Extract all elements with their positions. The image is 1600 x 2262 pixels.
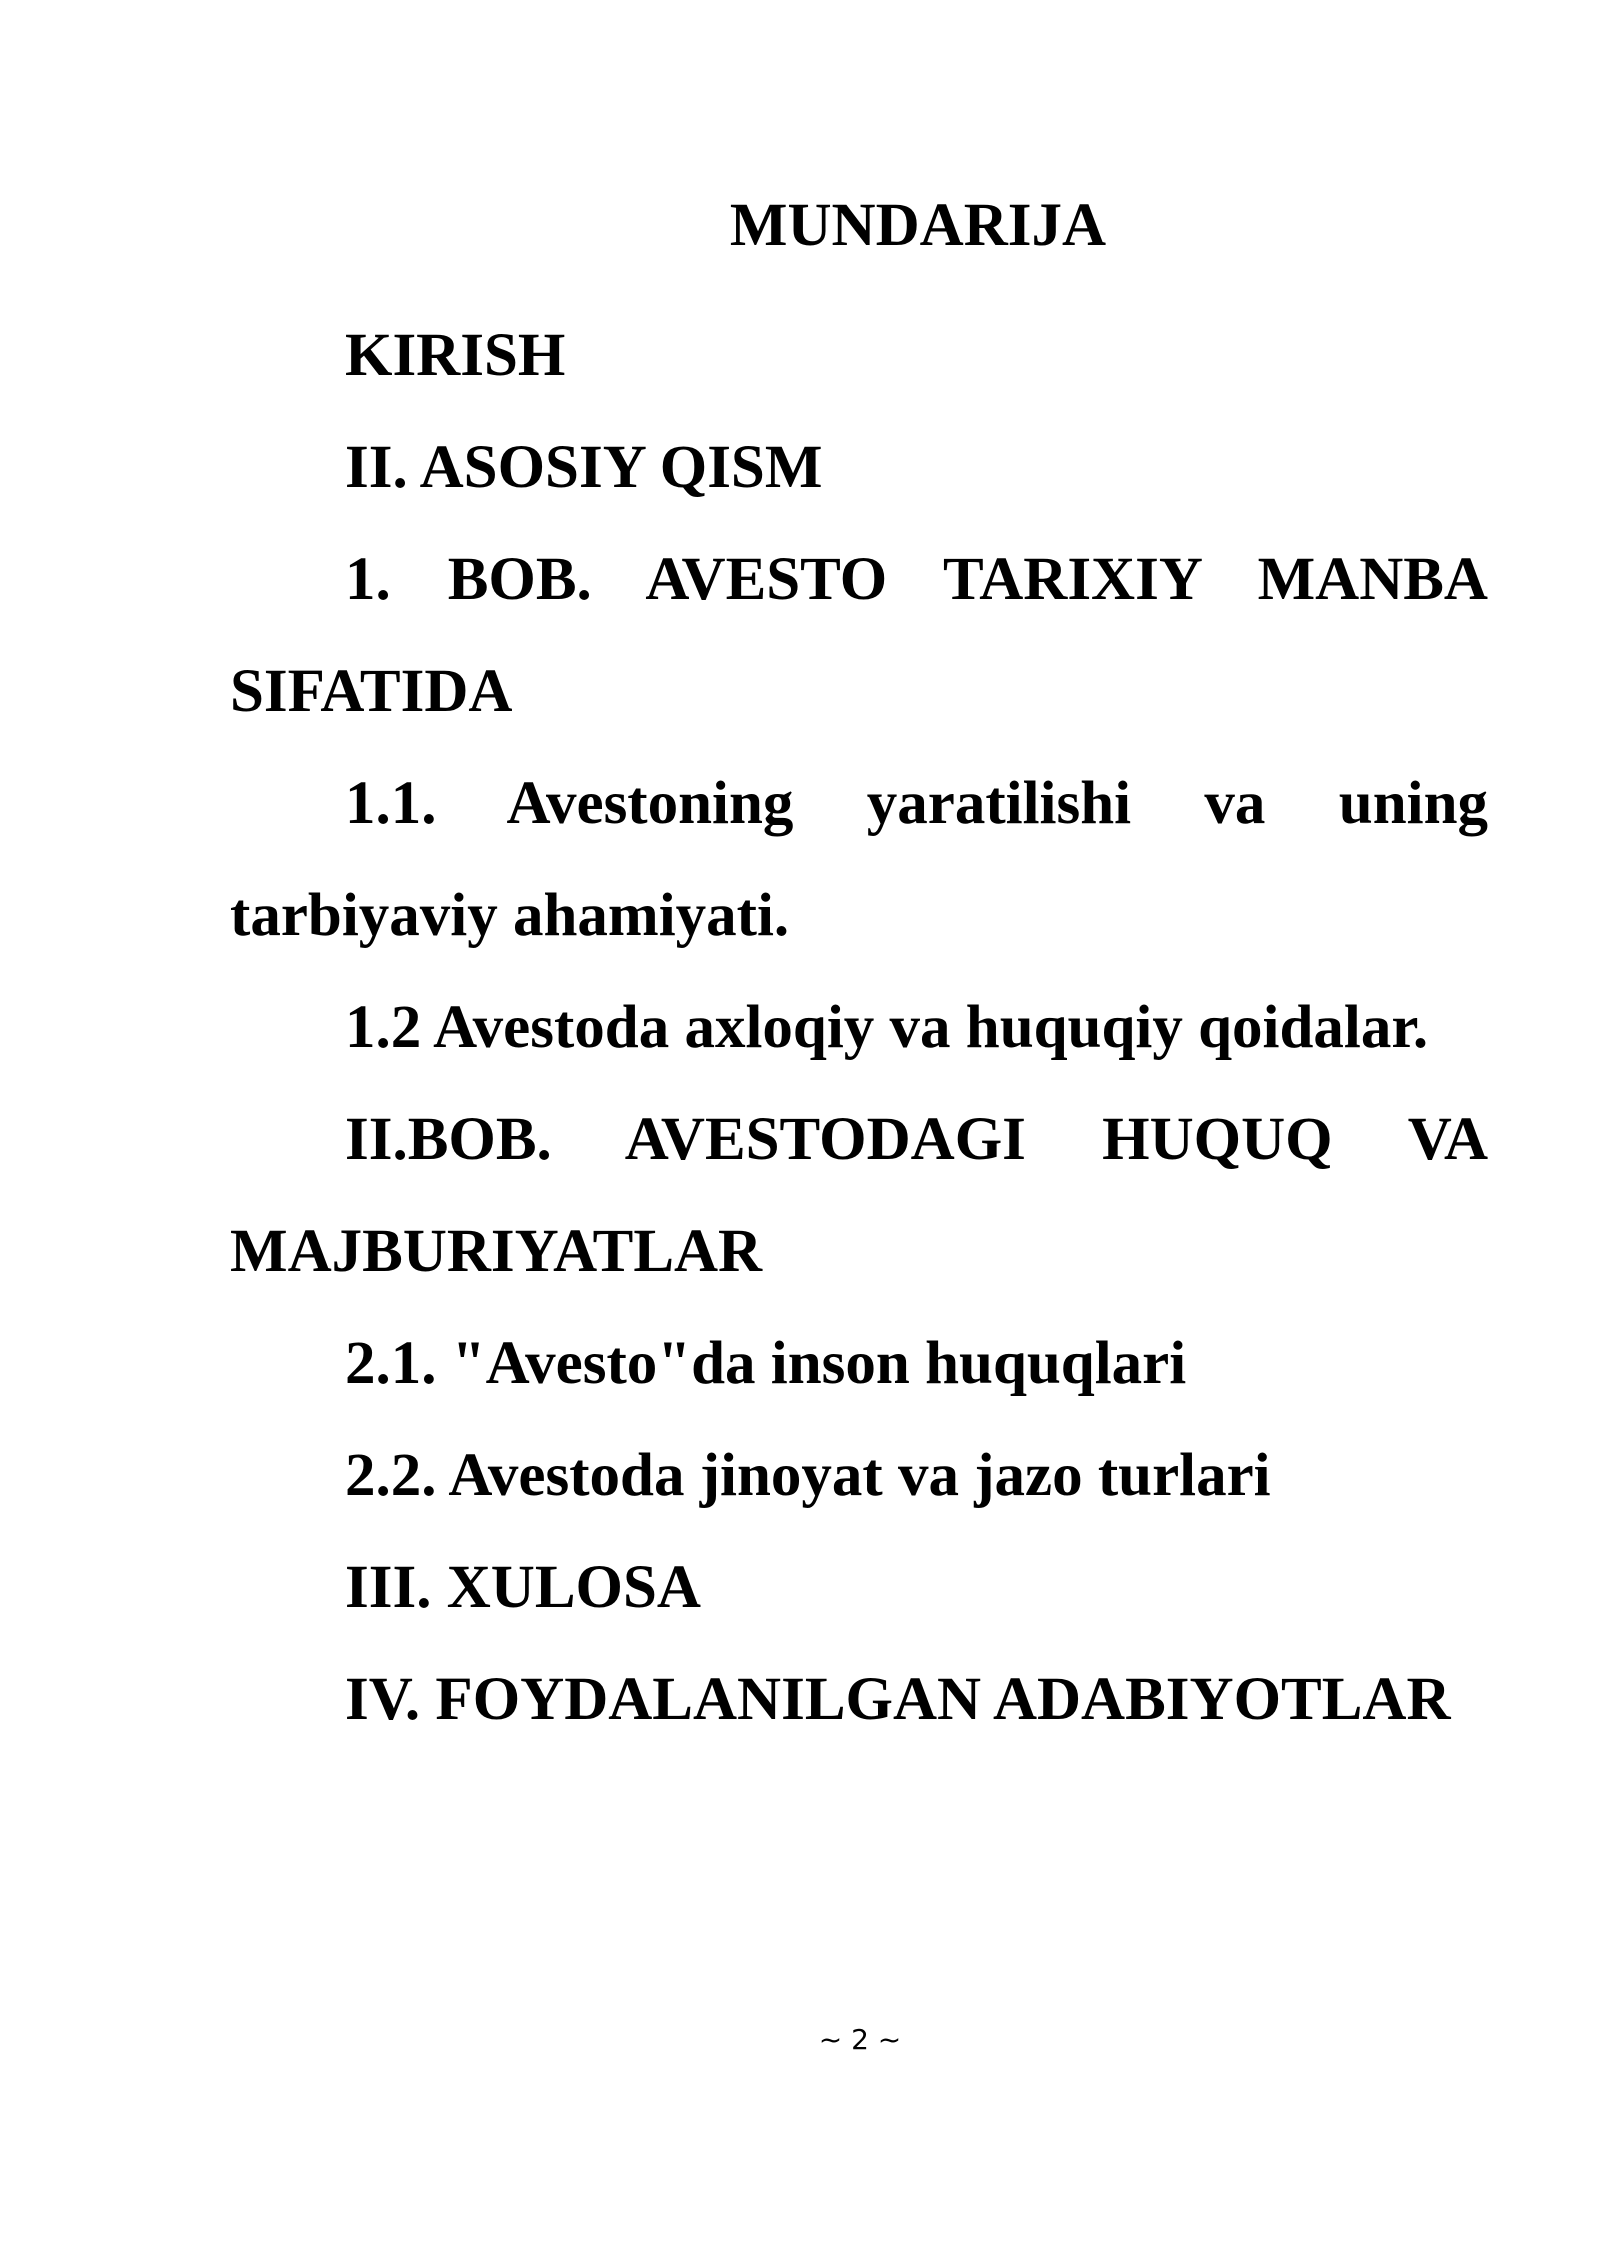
page-number: ~ 2 ~ [818, 2023, 902, 2056]
toc-entry-section-1-2: 1.2 Avestoda axloqiy va huquqiy qoidalar. [345, 994, 1429, 1061]
toc-title: MUNDARIJA [729, 192, 1107, 259]
toc-entry-main-part: II. ASOSIY QISM [345, 434, 823, 501]
toc-list [230, 300, 1488, 1756]
toc-entry-section-2-1: 2.1. "Avesto"da inson huquqlari [345, 1330, 1187, 1397]
toc-entry-section-2-2: 2.2. Avestoda jinoyat va jazo turlari [345, 1442, 1271, 1509]
toc-entry-conclusion: III. XULOSA [345, 1554, 701, 1621]
toc-entry-references: IV. FOYDALANILGAN ADABIYOTLAR [345, 1666, 1451, 1733]
toc-entry-chapter-2: II.BOB. AVESTODAGI HUQUQ VA MAJBURIYATLAR [230, 1106, 1488, 1285]
toc-entry-chapter-1: 1. BOB. AVESTO TARIXIY MANBA SIFATIDA [230, 546, 1488, 725]
toc-entry-introduction: KIRISH [345, 322, 566, 389]
toc-entry-section-1-1: 1.1. Avestoning yaratilishi va uning tarbiyaviy ahamiyati. [230, 770, 1488, 949]
